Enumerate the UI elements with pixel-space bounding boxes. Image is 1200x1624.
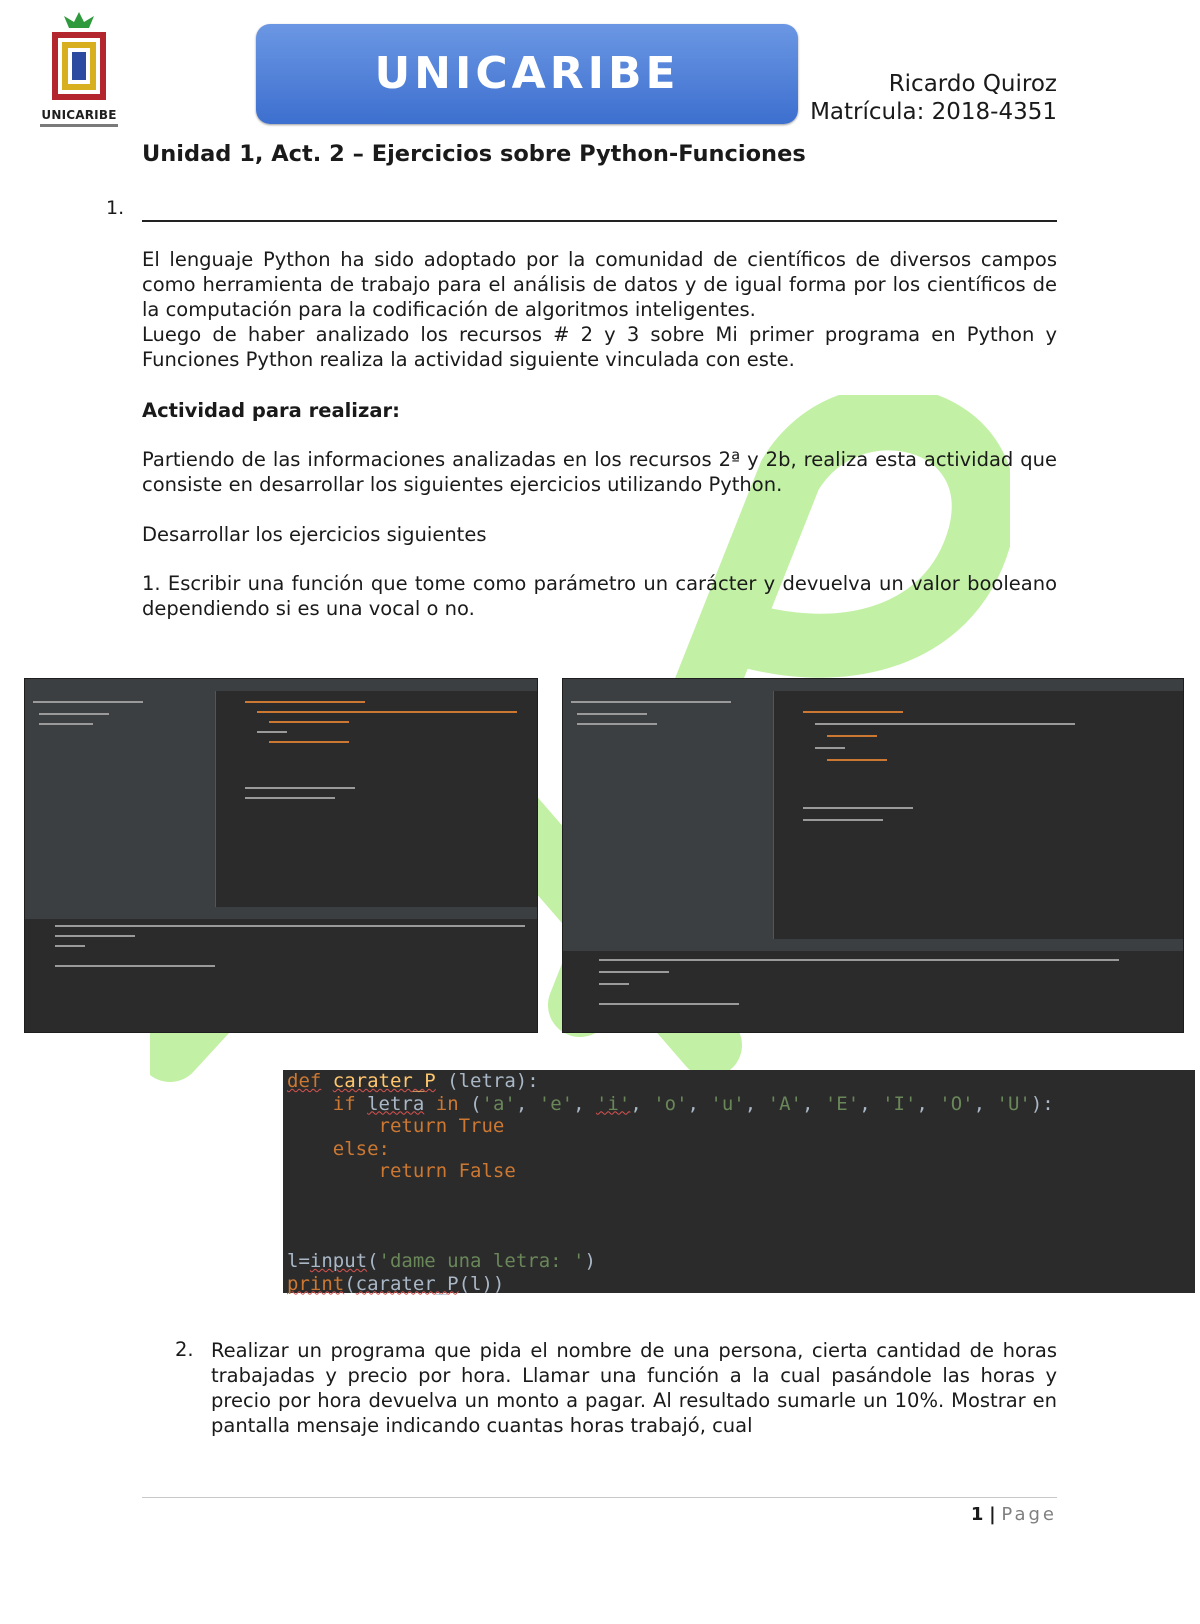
footer-rule (142, 1497, 1057, 1498)
exercise-2-number: 2. (175, 1338, 194, 1361)
exercise-2: Realizar un programa que pida el nombre de una persona, cierta cantidad de horas trabajadas y precio por hora. Llamar una función a la cual pasándole las horas y precio por hora devuelva un monto a pagar. Al resultado sumarle un 10%. Mostrar en pantalla mensaje indicando cuantas horas trabajó, cual (211, 1339, 1057, 1437)
logo-emblem-icon (38, 8, 120, 108)
list-number: 1. (106, 197, 125, 219)
header-banner (256, 24, 798, 124)
develop-text: Desarrollar los ejercicios siguientes (142, 523, 487, 546)
intro-paragraph: El lenguaje Python ha sido adoptado por la comunidad de científicos de diversos campos como herramienta de trabajo para el análisis de datos y de igual forma por los científicos de la computación para la codificación de algoritmos inteligentes. (142, 248, 1057, 321)
intro-paragraph-2: Luego de haber analizado los recursos # 2 y 3 sobre Mi primer programa en Python y Funciones Python realiza la actividad siguiente vinculada con este. (142, 323, 1057, 371)
ide-screenshot-right (562, 678, 1184, 1033)
ide-screenshot-left (24, 678, 538, 1033)
exercise-1: 1. Escribir una función que tome como parámetro un carácter y devuelva un valor booleano dependiendo si es una vocal o no. (142, 572, 1057, 620)
student-id: Matrícula: 2018-4351 (810, 99, 1057, 125)
activity-paragraph: Partiendo de las informaciones analizadas en los recursos 2ª y 2b, realiza esta actividad que consiste en desarrollar los siguientes ejercicios utilizando Python. (142, 448, 1057, 496)
author-block (810, 70, 1057, 126)
author-name: Ricardo Quiroz (888, 71, 1057, 97)
document-title: Unidad 1, Act. 2 – Ejercicios sobre Python-Funciones (142, 141, 806, 167)
logo-subtitle-line (40, 124, 118, 127)
page-number: 1 | Page (970, 1504, 1057, 1525)
logo-text: UNICARIBE (41, 108, 117, 122)
unicaribe-logo (38, 8, 120, 128)
code-snippet: def carater_P (letra): if letra in ('a', 'e', 'i', 'o', 'u', 'A', 'E', 'I', 'O', 'U'): return True else: return False l=input('dame una letra: ') print(carater_P(l)) (283, 1070, 1195, 1293)
answer-line (142, 220, 1057, 222)
activity-heading: Actividad para realizar: (142, 399, 400, 422)
banner-text: UNICARIBE (374, 48, 680, 99)
